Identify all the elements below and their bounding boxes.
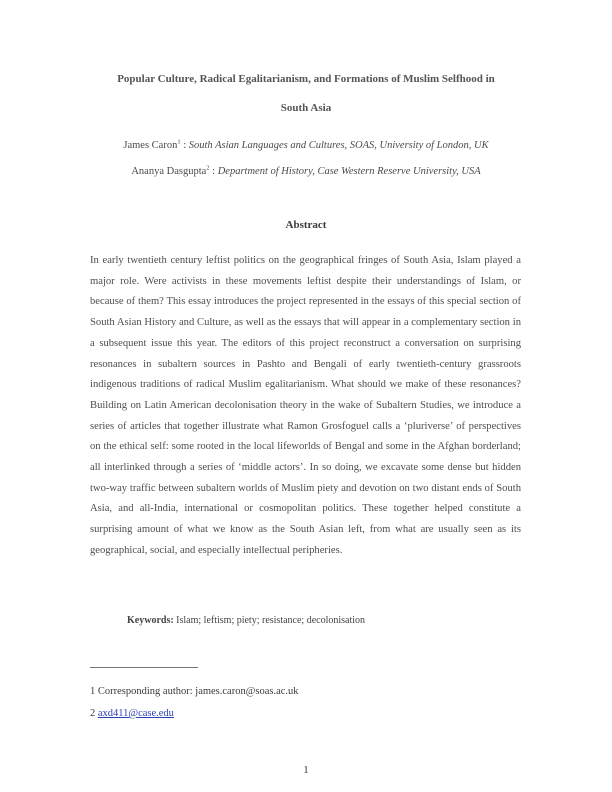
keywords-line: [127, 615, 365, 626]
paper-title-line-1: Popular Culture, Radical Egalitarianism, and Formations of Muslim Selfhood in: [117, 73, 495, 85]
footnote-divider: [90, 667, 198, 668]
keywords-value: Islam; leftism; piety; resistance; decolonisation: [173, 615, 366, 626]
author-footnote-mark: 2: [206, 164, 210, 172]
author-name: Ananya Dasgupta: [131, 166, 207, 177]
abstract-heading: Abstract: [285, 219, 327, 231]
email-link[interactable]: axd411@case.edu: [97, 708, 174, 719]
footnote-1: 1 Corresponding author: james.caron@soas.ac.uk: [90, 686, 299, 697]
author-footnote-mark: 1: [177, 138, 181, 146]
page-number: 1: [303, 764, 309, 776]
paper-title-line-2: South Asia: [280, 102, 332, 114]
author-affiliation: Department of History, Case Western Reserve University, USA: [217, 166, 481, 177]
author-affiliation: South Asian Languages and Cultures, SOAS, University of London, UK: [188, 140, 489, 151]
footnote-2-prefix: 2: [90, 708, 98, 719]
author-separator: :: [180, 140, 189, 151]
author-line-caron: [40, 139, 572, 153]
footnote-2: [90, 708, 174, 719]
abstract-body: In early twentieth century leftist politics on the geographical fringes of South Asia, Islam played a major role. Were activists in these movements leftist despite their understandings of Islam, or because of them? This essay introduces the project represented in the essays of this special section of South Asian History and Culture, as well as the essays that will appear in a complementary section in a subsequent issue this year. The editors of this project reconstruct a conversation on surprising resonances in subaltern sources in Pashto and Bengali of early twentieth-century grassroots indigenous traditions of radical Muslim egalitarianism. What should we make of these resonances? Building on Latin American decolonisation theory in the wake of Subaltern Studies, we introduce a series of articles that together illustrate what Ramon Grosfoguel calls a ‘pluriverse’ of perspectives on the ethical self: some rooted in the local lifeworlds of Bengal and some in the Afghan borderland; all interlinked through a series of ‘middle actors’. In so doing, we excavate some dense but hidden two-way traffic between subaltern worlds of Muslim piety and devotion on two distant ends of South Asia, and all-India, international or cosmopolitan politics. These together helped constitute a surprising amount of what we know as the South Asian left, from what are usually seen as its geographical, social, and especially intellectual peripheries.: [90, 255, 521, 556]
author-separator: :: [209, 166, 218, 177]
keywords-label: Keywords:: [127, 615, 174, 626]
author-line-dasgupta: [40, 165, 572, 179]
author-name: James Caron: [123, 140, 178, 151]
